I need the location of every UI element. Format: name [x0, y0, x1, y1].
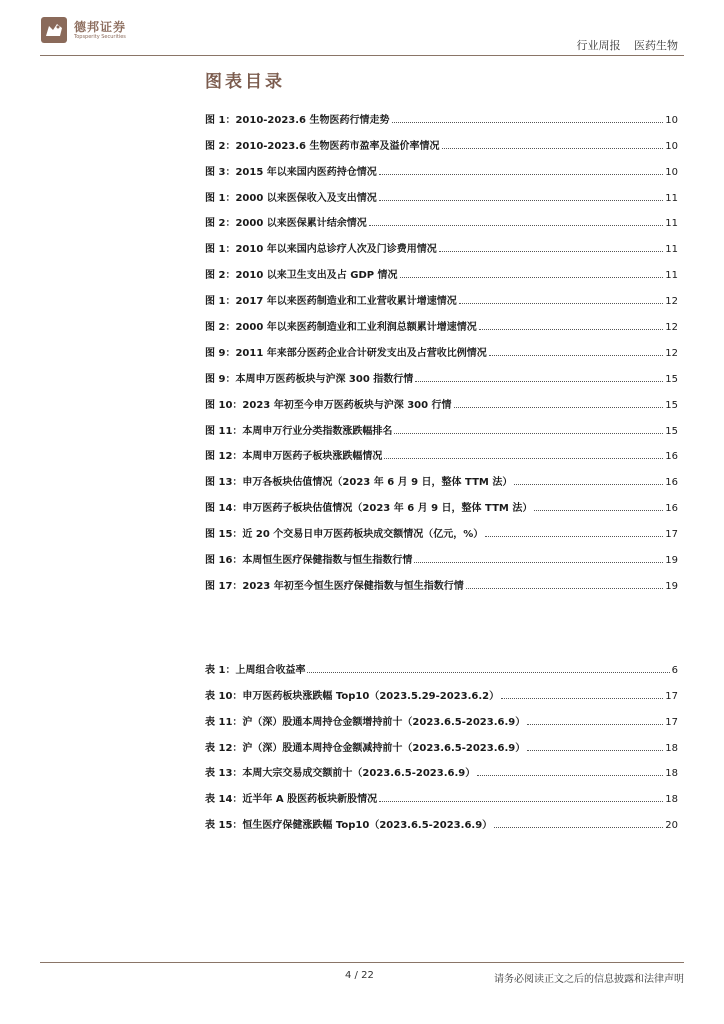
- figure-entry[interactable]: [205, 437, 678, 463]
- dot-leader: [394, 433, 663, 434]
- table-entry[interactable]: [205, 754, 678, 780]
- dot-leader: [379, 174, 664, 175]
- figure-entry[interactable]: [205, 462, 678, 488]
- dot-leader: [485, 536, 663, 537]
- toc-entry-label: 图 12：本周申万医药子板块涨跌幅情况: [205, 451, 383, 463]
- figure-entry[interactable]: [205, 514, 678, 540]
- toc-entry-label: 表 10：申万医药板块涨跌幅 Top10（2023.5.29-2023.6.2）: [205, 690, 500, 702]
- figure-entry[interactable]: [205, 411, 678, 437]
- toc-entry-page: 16: [665, 477, 678, 489]
- dot-leader: [527, 750, 663, 751]
- report-type: 行业周报: [576, 39, 621, 52]
- dot-leader: [477, 775, 663, 776]
- dot-leader: [494, 827, 663, 828]
- table-entry[interactable]: [205, 779, 678, 805]
- toc-entry-page: 18: [665, 742, 678, 754]
- toc-entry-label: 图 16：本周恒生医疗保健指数与恒生指数行情: [205, 555, 413, 567]
- bull-logo-icon: [40, 16, 68, 44]
- dot-leader: [534, 510, 663, 511]
- dot-leader: [479, 329, 664, 330]
- toc-entry-page: 12: [665, 296, 678, 308]
- dot-leader: [439, 251, 664, 252]
- table-entry[interactable]: [205, 650, 678, 676]
- toc-entry-label: 图 2：2010 以来卫生支出及占 GDP 情况: [205, 270, 398, 282]
- toc-entry-label: 表 1：上周组合收益率: [205, 664, 306, 676]
- figure-entry[interactable]: [205, 255, 678, 281]
- dot-leader: [392, 122, 664, 123]
- toc-entry-label: 图 11：本周申万行业分类指数涨跌幅排名: [205, 425, 393, 437]
- footer-divider: [40, 962, 684, 963]
- figure-entry[interactable]: [205, 385, 678, 411]
- toc-entry-page: 12: [665, 322, 678, 334]
- figure-entry[interactable]: [205, 566, 678, 592]
- toc-entry-label: 图 14：申万医药子板块估值情况（2023 年 6 月 9 日，整体 TTM 法）: [205, 503, 533, 515]
- toc-entry-page: 18: [665, 794, 678, 806]
- toc-entry-page: 6: [671, 664, 678, 676]
- dot-leader: [454, 407, 664, 408]
- company-logo: [40, 16, 160, 46]
- toc-entry-page: 10: [665, 166, 678, 178]
- toc-entry-label: 图 2：2000 以来医保累计结余情况: [205, 218, 367, 230]
- dot-leader: [501, 698, 663, 699]
- logo-subtitle: Topsperity Securities: [74, 34, 126, 40]
- toc-entry-page: 19: [665, 555, 678, 567]
- toc-entry-page: 19: [665, 580, 678, 592]
- toc-entry-label: 图 3：2015 年以来国内医药持仓情况: [205, 166, 377, 178]
- industry-label: 医药生物: [634, 39, 678, 52]
- toc-entry-page: 15: [665, 373, 678, 385]
- dot-leader: [414, 562, 663, 563]
- toc-entry-page: 12: [665, 347, 678, 359]
- toc-entry-label: 表 14：近半年 A 股医药板块新股情况: [205, 794, 378, 806]
- toc-entry-page: 16: [665, 503, 678, 515]
- figure-entry[interactable]: [205, 229, 678, 255]
- figure-index-list: [205, 100, 678, 592]
- toc-entry-page: 18: [665, 768, 678, 780]
- figure-entry[interactable]: [205, 359, 678, 385]
- dot-leader: [369, 225, 664, 226]
- toc-entry-label: 表 11：沪（深）股通本周持仓金额增持前十（2023.6.5-2023.6.9）: [205, 716, 526, 728]
- figure-entry[interactable]: [205, 152, 678, 178]
- dot-leader: [307, 672, 669, 673]
- table-entry[interactable]: [205, 728, 678, 754]
- dot-leader: [384, 458, 663, 459]
- toc-entry-label: 图 13：申万各板块估值情况（2023 年 6 月 9 日，整体 TTM 法）: [205, 477, 513, 489]
- dot-leader: [489, 355, 664, 356]
- toc-entry-label: 表 15：恒生医疗保健涨跌幅 Top10（2023.6.5-2023.6.9）: [205, 820, 493, 832]
- toc-entry-page: 11: [665, 270, 678, 282]
- figure-entry[interactable]: [205, 204, 678, 230]
- toc-entry-page: 17: [665, 529, 678, 541]
- toc-entry-label: 图 9：本周申万医药板块与沪深 300 指数行情: [205, 373, 414, 385]
- figure-entry[interactable]: [205, 281, 678, 307]
- toc-entry-page: 15: [665, 399, 678, 411]
- toc-entry-label: 图 1：2010-2023.6 生物医药行情走势: [205, 114, 390, 126]
- dot-leader: [379, 200, 664, 201]
- toc-entry-page: 10: [665, 114, 678, 126]
- toc-entry-label: 图 10：2023 年初至今申万医药板块与沪深 300 行情: [205, 399, 452, 411]
- dot-leader: [442, 148, 664, 149]
- figure-entry[interactable]: [205, 307, 678, 333]
- figure-entry[interactable]: [205, 488, 678, 514]
- table-entry[interactable]: [205, 702, 678, 728]
- page-number: 4 / 22: [345, 970, 374, 981]
- toc-entry-page: 17: [665, 716, 678, 728]
- figure-entry[interactable]: [205, 100, 678, 126]
- dot-leader: [459, 303, 664, 304]
- header-divider: [40, 55, 684, 56]
- toc-entry-page: 11: [665, 244, 678, 256]
- toc-entry-label: 图 17：2023 年初至今恒生医疗保健指数与恒生指数行情: [205, 580, 464, 592]
- table-entry[interactable]: [205, 676, 678, 702]
- toc-entry-page: 16: [665, 451, 678, 463]
- toc-entry-page: 15: [665, 425, 678, 437]
- dot-leader: [415, 381, 663, 382]
- toc-entry-label: 图 9：2011 年来部分医药企业合计研发支出及占营收比例情况: [205, 347, 487, 359]
- toc-entry-label: 表 13：本周大宗交易成交额前十（2023.6.5-2023.6.9）: [205, 768, 476, 780]
- toc-entry-label: 图 15：近 20 个交易日申万医药板块成交额情况（亿元，%）: [205, 529, 484, 541]
- figure-entry[interactable]: [205, 178, 678, 204]
- figure-entry[interactable]: [205, 540, 678, 566]
- dot-leader: [379, 801, 663, 802]
- table-entry[interactable]: [205, 805, 678, 831]
- toc-entry-label: 图 1：2010 年以来国内总诊疗人次及门诊费用情况: [205, 244, 437, 256]
- toc-entry-label: 图 1：2017 年以来医药制造业和工业营收累计增速情况: [205, 296, 457, 308]
- report-category: [577, 37, 679, 53]
- dot-leader: [514, 484, 663, 485]
- toc-entry-page: 10: [665, 140, 678, 152]
- toc-entry-label: 图 2：2010-2023.6 生物医药市盈率及溢价率情况: [205, 140, 440, 152]
- figure-entry[interactable]: [205, 126, 678, 152]
- toc-entry-label: 表 12：沪（深）股通本周持仓金额减持前十（2023.6.5-2023.6.9）: [205, 742, 526, 754]
- dot-leader: [400, 277, 664, 278]
- toc-entry-page: 11: [665, 192, 678, 204]
- toc-entry-label: 图 1：2000 以来医保收入及支出情况: [205, 192, 377, 204]
- dot-leader: [527, 724, 663, 725]
- toc-entry-page: 20: [665, 820, 678, 832]
- dot-leader: [466, 588, 664, 589]
- figure-entry[interactable]: [205, 333, 678, 359]
- toc-entry-label: 图 2：2000 年以来医药制造业和工业利润总额累计增速情况: [205, 322, 477, 334]
- toc-title: 图表目录: [205, 72, 285, 92]
- legal-disclaimer: 请务必阅读正文之后的信息披露和法律声明: [494, 974, 684, 985]
- toc-entry-page: 17: [665, 690, 678, 702]
- toc-entry-page: 11: [665, 218, 678, 230]
- logo-name: 德邦证券: [74, 20, 127, 34]
- table-index-list: [205, 650, 678, 831]
